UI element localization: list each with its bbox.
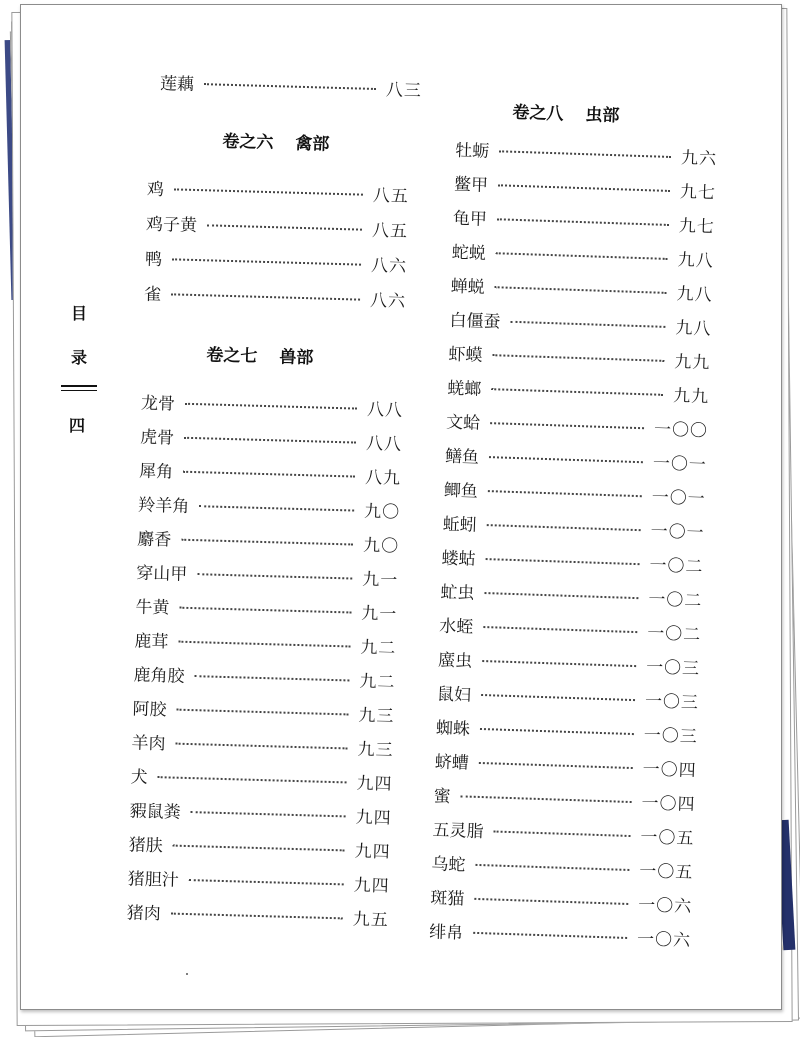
entry-page: 八六 [370,255,408,277]
entry-name: 蝼蛄 [441,548,476,570]
entry-name: 五灵脂 [432,820,484,843]
toc-entry [446,408,709,442]
entry-name: 鲫鱼 [443,480,479,502]
entry-name: 阿胶 [132,699,167,721]
section-volume: 卷之六 [222,131,274,154]
toc-entry [430,883,693,917]
section-category: 禽部 [295,133,330,155]
dot-leader [174,188,363,195]
entry-page: 八六 [369,290,407,312]
entry-page: 九四 [354,841,391,863]
entry-page: 八五 [371,220,409,242]
toc-entry [453,204,716,238]
entry-name: 虾蟆 [448,344,483,366]
entry-page: 一〇三 [644,691,700,714]
entry-page: 一〇一 [650,521,705,544]
dot-leader [482,660,636,667]
dot-leader [480,728,634,735]
dot-leader [487,524,641,531]
entry-page: 一〇二 [646,623,702,646]
header-rule [61,385,97,387]
entry-page: 一〇一 [651,487,707,510]
section-heading [222,127,330,155]
toc-entry [145,245,408,277]
dot-leader [204,83,376,90]
toc-entry [134,626,397,658]
dot-leader [494,830,631,837]
entry-page: 一〇六 [636,929,692,952]
entry-page: 八三 [385,80,423,102]
dot-leader [185,403,357,410]
entry-page: 九二 [359,671,396,693]
dot-leader [495,286,667,294]
entry-page: 一〇一 [652,453,708,476]
dot-leader [177,709,349,716]
entry-page: 九八 [677,250,714,272]
entry-page: 九四 [355,807,392,829]
dot-leader [499,150,671,158]
entry-name: 蜜 [433,786,452,808]
entry-page: 九八 [676,284,713,306]
dot-leader [510,321,665,328]
toc-entry [144,280,407,312]
entry-page: 九三 [358,705,395,727]
toc-entry [449,306,712,340]
dot-leader [171,293,360,300]
dot-leader [479,762,633,769]
entry-name: 鹿茸 [134,631,169,653]
entry-page: 九八 [675,318,712,340]
toc-entry [436,714,699,748]
dot-leader [489,456,643,463]
entry-page: 一〇六 [637,895,693,918]
dot-leader [461,795,632,803]
entry-page: 八八 [365,433,403,455]
dot-leader [484,592,638,599]
dot-leader [172,258,361,265]
entry-page: 九九 [673,352,711,374]
dot-leader [181,539,353,546]
entry-page: 九〇 [363,501,401,523]
dot-leader [173,845,345,852]
entry-name: 龟甲 [452,208,488,230]
entry-name: 猪肤 [128,835,163,857]
entry-name: 雀 [143,284,162,306]
section-volume: 卷之七 [206,345,258,367]
toc-entry [137,524,400,556]
entry-name: 鸡 [146,179,165,201]
dot-leader [473,932,627,939]
dot-leader [483,626,637,633]
dot-leader [488,490,642,497]
toc-entry [438,646,701,680]
toc-entry [132,694,395,726]
entry-name: 鳝鱼 [444,446,480,468]
toc-entry [127,864,390,896]
dot-leader [191,811,346,817]
header-rule [61,390,97,391]
page-number: 四 [69,416,86,435]
toc-entry [433,781,696,815]
toc-entry [133,660,396,692]
dot-leader [481,694,635,701]
entry-page: 八八 [366,399,404,421]
section-category: 虫部 [585,105,620,127]
entry-name: 鸡子黄 [145,214,198,237]
entry-name: 鳖甲 [453,174,489,196]
toc-entry [432,815,695,849]
dot-leader [194,675,349,681]
entry-name: 蚯蚓 [442,514,478,536]
toc-entry [448,340,711,374]
toc-entry [131,728,394,760]
entry-name: 羚羊角 [137,495,190,517]
dot-leader [176,743,348,750]
entry-page: 九七 [679,182,717,204]
toc-entry [435,747,698,781]
entry-name: 虎骨 [139,427,175,449]
entry-name: 猪胆汁 [127,869,180,891]
entry-name: 蜣螂 [446,378,482,400]
dot-leader [207,224,362,230]
dot-leader [498,184,670,192]
entry-name: 乌蛇 [431,854,466,876]
entry-name: 莲藕 [159,73,195,95]
entry-page: 一〇五 [639,861,694,884]
entry-page: 八五 [372,185,410,207]
section-heading [512,98,620,127]
toc-entry [138,491,401,523]
section-heading [206,340,314,368]
section-category: 兽部 [279,347,314,369]
entry-page: 九四 [356,773,393,795]
entry-name: 麝香 [136,529,172,551]
toc-entry [127,898,390,930]
toc-entry [450,272,713,306]
dot-leader [497,218,669,226]
toc-entry [140,423,403,455]
dot-leader [179,607,351,614]
entry-page: 一〇〇 [653,419,709,442]
toc-entry [130,762,393,794]
entry-name: 鼠妇 [436,684,472,706]
entry-name: 斑猫 [429,888,465,910]
toc-entry [129,796,392,828]
entry-name: 文蛤 [445,412,481,434]
toc-entry [429,917,692,951]
toc-entry [454,170,717,204]
toc-entry [160,69,423,101]
entry-page: 一〇二 [649,555,704,578]
toc-entry [141,389,404,421]
toc-entry [447,374,710,408]
entry-page: 九七 [678,216,716,238]
entry-page: 八九 [364,467,402,489]
entry-name: 绯帛 [428,922,464,944]
toc-entry [442,510,705,544]
entry-page: 九一 [361,569,399,591]
toc-entry [146,210,409,242]
toc-page [20,4,782,1010]
entry-name: 蜘蛛 [435,718,471,740]
entry-page: 九六 [680,148,718,170]
dot-leader [491,388,663,396]
entry-name: 蛴螬 [434,752,470,774]
dot-leader [475,864,629,871]
entry-page: 九三 [357,739,394,761]
dot-leader [486,558,640,565]
entry-page: 九二 [360,637,397,659]
entry-page: 一〇三 [643,725,699,748]
dot-leader [171,913,343,920]
entry-page: 一〇三 [645,657,701,680]
dot-leader [199,505,354,511]
entry-page: 九九 [672,386,710,408]
toc-entry [441,544,704,578]
toc-entry [431,849,694,883]
toc-entry [440,578,703,612]
dot-leader [183,471,355,478]
dot-leader [189,879,344,885]
entry-page: 九〇 [362,535,400,557]
dot-leader [490,422,644,429]
entry-name: 白僵蚕 [449,310,501,333]
entry-name: 牡蛎 [454,140,490,162]
entry-name: 鸭 [144,249,163,271]
entry-name: 蝉蜕 [450,276,485,298]
header-char-lu: 录 [71,348,88,367]
entry-name: 蛇蜕 [451,242,487,264]
print-speck [186,973,188,975]
toc-entry [444,476,707,510]
entry-page: 九一 [361,603,398,625]
toc-entry [135,592,398,624]
header-char-mu: 目 [71,304,88,323]
toc-entry [136,558,399,590]
entry-page: 一〇五 [640,827,695,850]
entry-name: 豭鼠粪 [129,801,181,823]
toc-entry [147,175,410,207]
toc-entry [445,442,708,476]
entry-name: 羊肉 [131,733,166,755]
entry-name: 鹿角胶 [133,665,185,687]
entry-page: 一〇四 [642,759,698,782]
entry-name: 䗪虫 [437,650,473,672]
entry-name: 犬 [130,767,148,788]
entry-name: 虻虫 [440,582,475,604]
toc-entry [439,612,702,646]
section-volume: 卷之八 [512,102,564,125]
entry-name: 犀角 [138,461,174,483]
dot-leader [178,641,350,648]
dot-leader [496,252,668,260]
dot-leader [197,573,352,579]
entry-page: 一〇二 [648,589,703,612]
toc-entry [455,136,718,170]
entry-page: 九四 [353,875,390,897]
toc-entry [128,830,391,862]
dot-leader [492,354,664,362]
entry-name: 水蛭 [439,616,474,638]
toc-entry [451,238,714,272]
dot-leader [474,898,628,905]
dot-leader [158,776,347,783]
entry-page: 九五 [352,909,390,931]
entry-name: 龙骨 [140,393,176,415]
toc-entry [139,457,402,489]
toc-entry [437,680,700,714]
entry-name: 猪肉 [126,903,162,925]
entry-name: 牛黄 [135,597,170,619]
entry-page: 一〇四 [641,793,696,816]
dot-leader [184,437,356,444]
entry-name: 穿山甲 [136,563,188,585]
